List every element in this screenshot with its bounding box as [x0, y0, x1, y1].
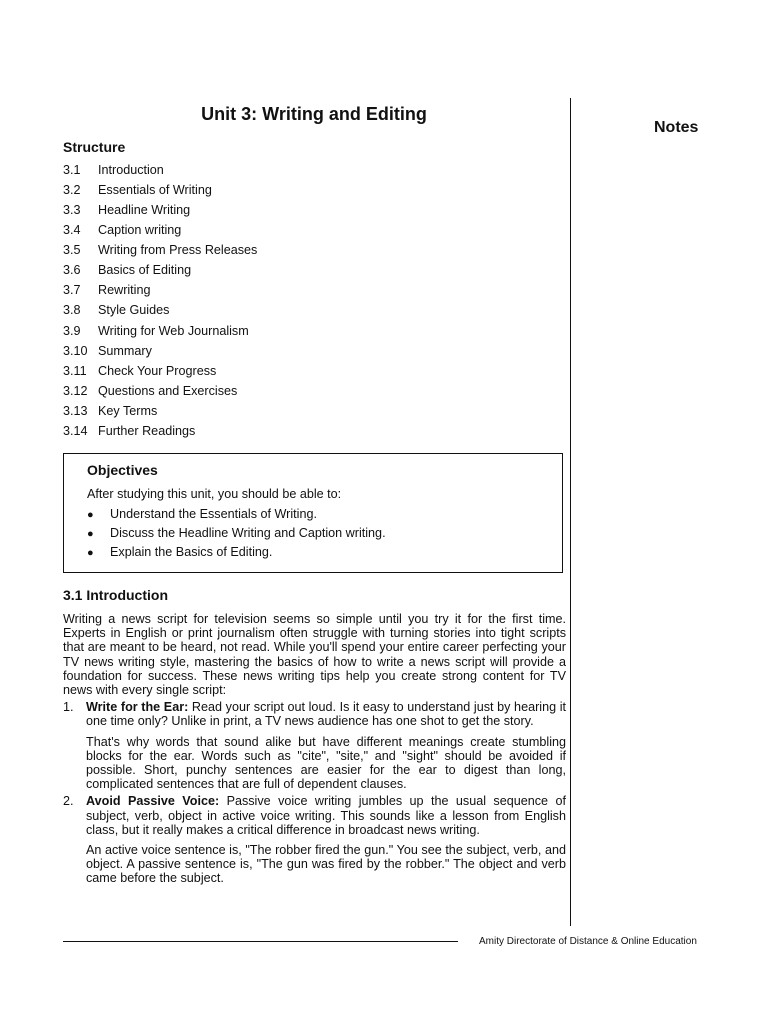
structure-item-number: 3.4: [63, 223, 81, 238]
numbered-point: [63, 794, 566, 885]
objectives-intro: After studying this unit, you should be able to:: [87, 487, 342, 501]
objective-item: [87, 506, 386, 525]
structure-item-number: 3.8: [63, 303, 81, 318]
structure-item-number: 3.13: [63, 403, 88, 418]
point-text: Read your script out loud. Is it easy to understand just by hearing it one time only? Unlike in print, a TV news audience has one shot to get the story.: [86, 700, 566, 729]
objective-text: Explain the Basics of Editing.: [110, 545, 273, 559]
structure-item-number: 3.5: [63, 243, 81, 258]
objectives-box: [63, 453, 563, 573]
structure-item-number: 3.12: [63, 383, 88, 398]
structure-item-number: 3.14: [63, 423, 88, 438]
structure-item: [63, 202, 543, 222]
structure-heading: Structure: [63, 139, 126, 155]
structure-item: [63, 162, 543, 182]
point-extra-paragraph: An active voice sentence is, "The robber fired the gun." You see the subject, verb, and object. A passive sentence is, "The gun was fired by the robber." The object and verb came before the subject.: [86, 843, 566, 886]
structure-item-number: 3.9: [63, 323, 81, 338]
section-heading-introduction: 3.1 Introduction: [63, 587, 168, 603]
point-content: [86, 794, 566, 885]
objective-text: Understand the Essentials of Writing.: [110, 507, 317, 521]
structure-item-label: Rewriting: [98, 283, 151, 298]
structure-item-label: Writing for Web Journalism: [98, 323, 249, 338]
point-lead: Write for the Ear:: [86, 700, 189, 715]
structure-item-label: Style Guides: [98, 303, 170, 318]
point-number: 2.: [63, 794, 74, 809]
structure-item: [63, 383, 543, 403]
structure-item: [63, 182, 543, 202]
structure-item: [63, 363, 543, 383]
bullet-icon: ●: [87, 547, 94, 559]
structure-item: [63, 343, 543, 363]
footer-text: Amity Directorate of Distance & Online Education: [479, 936, 697, 947]
structure-item: [63, 282, 543, 302]
point-extra-paragraph: That's why words that sound alike but have different meanings create stumbling blocks for the ear. Words such as "cite", "site," and "sight" should be avoided if possible. Short, punchy sentences are easier for the ear to digest than long, complicated sentences that are full of dependent clauses.: [86, 734, 566, 792]
bullet-icon: ●: [87, 528, 94, 540]
structure-item-number: 3.7: [63, 283, 81, 298]
structure-item-number: 3.2: [63, 183, 81, 198]
structure-item-number: 3.3: [63, 203, 81, 218]
objectives-list: [87, 506, 386, 563]
point-content: [86, 700, 566, 791]
notes-label: Notes: [654, 119, 699, 136]
objectives-heading: Objectives: [87, 462, 158, 478]
structure-item: [63, 403, 543, 423]
objective-item: [87, 544, 386, 563]
point-number: 1.: [63, 700, 74, 715]
structure-item-label: Basics of Editing: [98, 263, 192, 278]
footer-rule: [63, 941, 458, 942]
structure-item-label: Writing from Press Releases: [98, 243, 258, 258]
numbered-point: [63, 700, 566, 791]
point-text: Passive voice writing jumbles up the usual sequence of subject, verb, object in active voice writing. This sounds like a lesson from English class, but it really makes a critical difference in broadcast news writing.: [86, 794, 566, 837]
structure-item-label: Introduction: [98, 163, 164, 177]
introduction-paragraph: Writing a news script for television seems so simple until you try it for the first time. Experts in English or print journalism often struggle with turning stories into tight scripts that are meant to be heard, not read. While you'll spend your entire career perfecting your TV news writing style, mastering the basics of how to write a news script will provide a foundation for success. These news writing tips help you create strong content for TV news with every single script:: [63, 612, 566, 698]
structure-item-number: 3.1: [63, 163, 81, 177]
structure-list: [63, 162, 543, 443]
structure-item-label: Key Terms: [98, 403, 158, 418]
structure-item-label: Further Readings: [98, 423, 196, 438]
point-paragraph: [86, 794, 566, 837]
structure-item-number: 3.11: [63, 363, 87, 378]
objective-text: Discuss the Headline Writing and Caption writing.: [110, 526, 386, 540]
point-lead: Avoid Passive Voice:: [86, 794, 220, 809]
structure-item-label: Summary: [98, 343, 152, 358]
structure-item: [63, 323, 543, 343]
margin-divider: [570, 98, 571, 926]
unit-title: Unit 3: Writing and Editing: [201, 104, 427, 124]
structure-item: [63, 302, 543, 322]
structure-item: [63, 423, 543, 443]
structure-item-label: Check Your Progress: [98, 363, 217, 378]
structure-item: [63, 222, 543, 242]
introduction-body: [63, 612, 566, 886]
structure-item-label: Essentials of Writing: [98, 183, 212, 198]
point-paragraph: [86, 700, 566, 728]
structure-item-number: 3.10: [63, 343, 88, 358]
structure-item: [63, 262, 543, 282]
bullet-icon: ●: [87, 509, 94, 521]
structure-item: [63, 242, 543, 262]
structure-item-label: Questions and Exercises: [98, 383, 238, 398]
structure-item-label: Caption writing: [98, 223, 182, 238]
structure-item-number: 3.6: [63, 263, 81, 278]
structure-item-label: Headline Writing: [98, 203, 191, 218]
objective-item: [87, 525, 386, 544]
